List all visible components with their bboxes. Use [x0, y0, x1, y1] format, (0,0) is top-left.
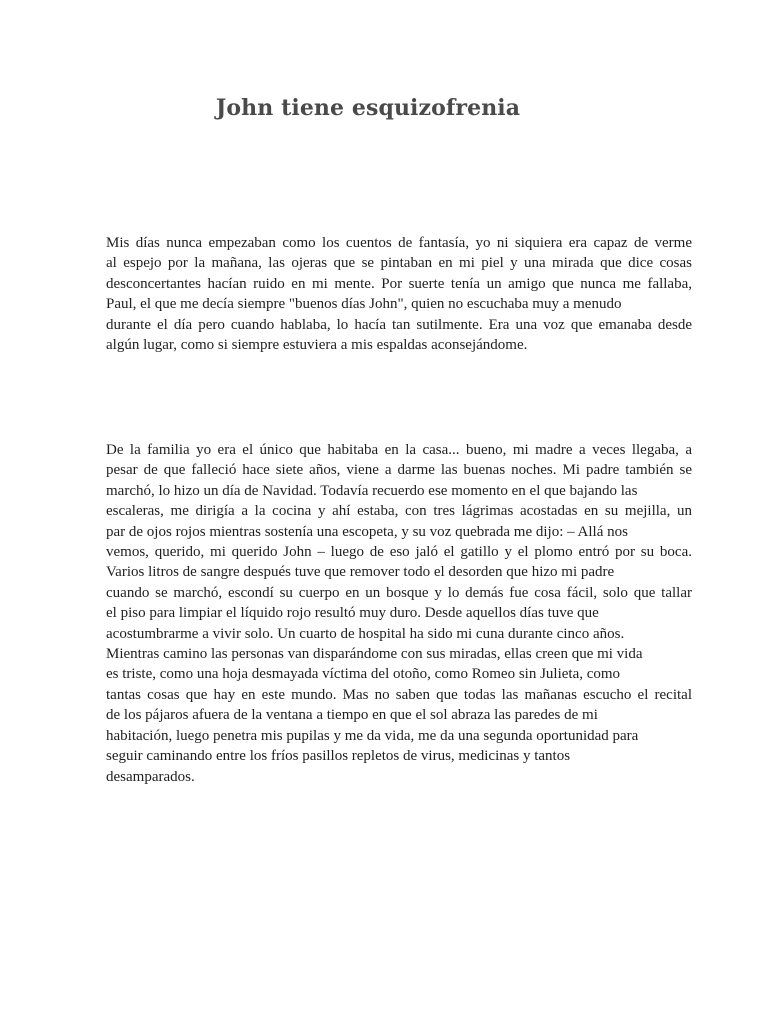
paragraph-2-line: marchó, lo hizo un día de Navidad. Todavía recuerdo ese momento en el que bajando las — [106, 482, 638, 499]
paragraph-2-line: desamparados. — [106, 768, 195, 785]
paragraph-2-line: Varios litros de sangre después tuve que remover todo el desorden que hizo mi padre — [106, 564, 615, 581]
document-title: John tiene esquizofrenia — [215, 95, 521, 121]
paragraph-2-line: de los pájaros afuera de la ventana a tiempo en que el sol abraza las paredes de mi — [106, 707, 598, 724]
paragraph-2-line: acostumbrarme a vivir solo. Un cuarto de hospital ha sido mi cuna durante cinco años. — [106, 625, 625, 642]
paragraph-2-line: es triste, como una hoja desmayada víctima del otoño, como Romeo sin Julieta, como — [106, 666, 621, 683]
paragraph-2-line: par de ojos rojos mientras sostenía una escopeta, y su voz quebrada me dijo: – Allá nos — [106, 523, 628, 540]
paragraph-2-line: tantas cosas que hay en este mundo. Mas no saben que todas las mañanas escucho el recital — [106, 686, 692, 703]
paragraph-2-line: seguir caminando entre los fríos pasillos repletos de virus, medicinas y tantos — [106, 748, 571, 765]
paragraph-2-line: el piso para limpiar el líquido rojo resultó muy duro. Desde aquellos días tuve que — [106, 605, 599, 622]
paragraph-2-line: cuando se marchó, escondí su cuerpo en un bosque y lo demás fue cosa fácil, solo que tallar — [106, 584, 692, 601]
paragraph-2-line: escaleras, me dirigía a la cocina y ahí estaba, con tres lágrimas acostadas en su mejilla, un — [106, 503, 692, 520]
paragraph-1-line: Mis días nunca empezaban como los cuentos de fantasía, yo ni siquiera era capaz de verme — [106, 235, 692, 251]
paragraph-1 — [106, 233, 692, 355]
paragraph-1-line: al espejo por la mañana, las ojeras que se pintaban en mi piel y una mirada que dice cosas — [106, 255, 692, 272]
paragraph-2-line: pesar de que falleció hace siete años, viene a darme las buenas noches. Mi padre también se — [106, 462, 692, 479]
paragraph-2-line: Mientras camino las personas van disparándome con sus miradas, ellas creen que mi vida — [106, 646, 643, 663]
paragraph-1-line: desconcertantes hacían ruido en mi mente. Por suerte tenía un amigo que nunca me fallaba, — [106, 275, 692, 292]
paragraph-2 — [106, 440, 692, 787]
paragraph-2-line: De la familia yo era el único que habitaba en la casa... bueno, mi madre a veces llegaba, a — [106, 442, 692, 458]
paragraph-1-line: durante el día pero cuando hablaba, lo hacía tan sutilmente. Era una voz que emanaba desde — [106, 316, 692, 333]
paragraph-1-line: Paul, el que me decía siempre "buenos días John", quien no escuchaba muy a menudo — [106, 296, 622, 313]
paragraph-1-line: algún lugar, como si siempre estuviera a mis espaldas aconsejándome. — [106, 337, 528, 354]
paragraph-2-line: habitación, luego penetra mis pupilas y me da vida, me da una segunda oportunidad para — [106, 727, 639, 744]
paragraph-2-line: vemos, querido, mi querido John – luego de eso jaló el gatillo y el plomo entró por su boca. — [106, 544, 692, 561]
